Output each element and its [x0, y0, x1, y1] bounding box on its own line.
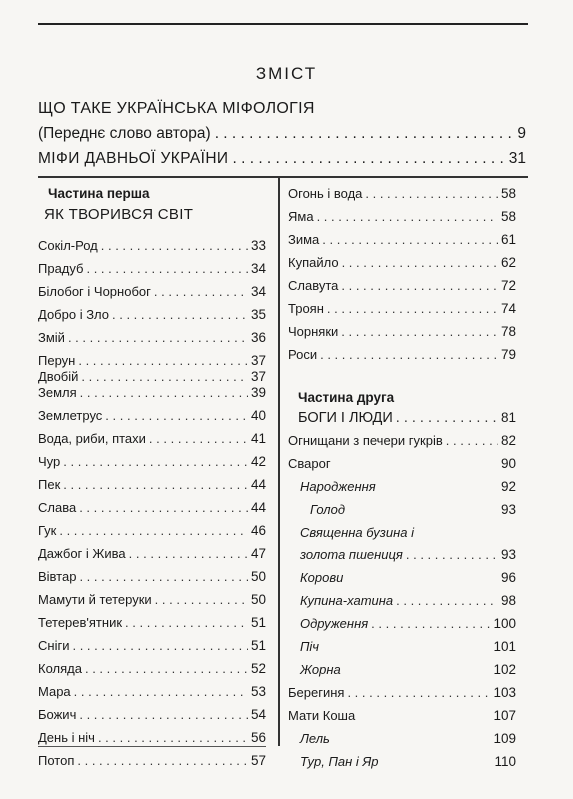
entry-page: 47: [250, 546, 266, 561]
entry-page: 52: [250, 661, 266, 676]
toc-entry: [38, 661, 266, 684]
leader-dots: [81, 369, 248, 384]
entry-name: Вода, риби, птахи: [38, 431, 146, 446]
entry-page: 58: [500, 209, 516, 224]
entry-page: 51: [250, 615, 266, 630]
leader-dots: [371, 616, 490, 631]
toc-entry: [38, 330, 266, 353]
entry-page: 107: [493, 708, 516, 723]
toc-entry: [288, 456, 516, 479]
toc-entry: [38, 408, 266, 431]
entry-page: 109: [493, 731, 516, 746]
entry-name: МІФИ ДАВНЬОЇ УКРАЇНИ: [38, 150, 229, 167]
leader-dots: [320, 347, 498, 362]
toc-entry: [38, 615, 266, 638]
leader-dots: [317, 209, 498, 224]
leader-dots: [63, 477, 248, 492]
entry-name: День і ніч: [38, 730, 95, 745]
part-one-title: ЯК ТВОРИВСЯ СВІТ: [44, 206, 194, 223]
entry-page: 39: [250, 385, 266, 400]
part-two-title: БОГИ І ЛЮДИ: [298, 410, 393, 426]
toc-entry: [288, 301, 516, 324]
entry-page: 50: [250, 569, 266, 584]
entry-page: 78: [500, 324, 516, 339]
entry-name: Чур: [38, 454, 61, 469]
entry-page: 62: [500, 255, 516, 270]
entry-name: Мамути й тетеруки: [38, 592, 152, 607]
entry-name: Сварог: [288, 456, 331, 471]
frame-top-rule: [38, 176, 528, 178]
entry-name: Троян: [288, 301, 324, 316]
entry-name: Вівтар: [38, 569, 77, 584]
toc-entry: [38, 707, 266, 730]
entry-name: Гук: [38, 523, 57, 538]
leader-dots: [341, 278, 498, 293]
toc-entry: [38, 592, 266, 615]
toc-entry: [288, 232, 516, 255]
entry-name: Сокіл-Род: [38, 238, 98, 253]
part-two-title-entry: [288, 410, 516, 433]
leader-dots: [327, 301, 498, 316]
entry-name: Народження: [300, 479, 376, 494]
entry-name: Змій: [38, 330, 65, 345]
entry-page: 41: [250, 431, 266, 446]
toc-subentry: [288, 502, 516, 525]
leader-dots: [215, 125, 514, 143]
page-title: ЗМІСТ: [255, 64, 318, 83]
leader-dots: [59, 523, 248, 538]
entry-name: Піч: [300, 639, 320, 654]
toc-entry-preface: [38, 125, 526, 150]
entry-page: 9: [517, 125, 526, 142]
toc-subentry-line: Священна бузина і: [300, 525, 414, 540]
entry-name: Одруження: [300, 616, 369, 631]
entry-name: Добро і Зло: [38, 307, 110, 322]
toc-entry: [288, 255, 516, 278]
entry-page: 98: [500, 593, 516, 608]
entry-name: Земля: [38, 385, 77, 400]
entry-page: 54: [250, 707, 266, 722]
entry-name: Огонь і вода: [288, 186, 363, 201]
entry-page: 90: [500, 456, 516, 471]
leader-dots: [85, 661, 248, 676]
entry-page: 100: [493, 616, 516, 631]
part-two-label: Частина друга: [298, 390, 395, 405]
leader-dots: [78, 353, 248, 368]
entry-page: 31: [508, 150, 526, 167]
entry-page: 82: [500, 433, 516, 448]
entry-name: Коляда: [38, 661, 82, 676]
entry-name: Мара: [38, 684, 71, 699]
leader-dots: [72, 638, 248, 653]
leader-dots: [149, 431, 248, 446]
leader-dots: [406, 547, 498, 562]
entry-name: (Переднє слово автора): [38, 125, 211, 142]
leader-dots: [80, 385, 248, 400]
toc-entry: [38, 431, 266, 454]
toc-subentry: [288, 731, 516, 754]
leader-dots: [232, 150, 504, 168]
leader-dots: [68, 330, 248, 345]
part-one-label: Частина перша: [48, 186, 150, 201]
toc-entry: [38, 284, 266, 307]
entry-name: золота пшениця: [300, 547, 403, 562]
toc-entry: [38, 500, 266, 523]
toc-entry: [38, 684, 266, 707]
toc-subentry: [288, 616, 516, 639]
toc-entry: [38, 369, 266, 385]
toc-entry: [38, 730, 266, 753]
entry-page: 44: [250, 500, 266, 515]
toc-entry: [38, 523, 266, 546]
column-divider: [278, 176, 280, 746]
entry-page: 79: [500, 347, 516, 362]
entry-name: Огнищани з печери гукрів: [288, 433, 443, 448]
toc-entry: [288, 708, 516, 731]
leader-dots: [155, 592, 248, 607]
entry-name: Пек: [38, 477, 61, 492]
leader-dots: [63, 454, 248, 469]
toc-entry: [288, 324, 516, 347]
entry-page: 61: [500, 232, 516, 247]
entry-page: 40: [250, 408, 266, 423]
entry-page: 36: [250, 330, 266, 345]
leader-dots: [341, 324, 498, 339]
leader-dots: [446, 433, 498, 448]
top-rule: [38, 23, 528, 25]
entry-name: Мати Коша: [288, 708, 356, 723]
toc-entry: [38, 638, 266, 661]
entry-page: 96: [500, 570, 516, 585]
entry-name: Тетерев'ятник: [38, 615, 123, 630]
toc-entry: [288, 347, 516, 370]
leader-dots: [396, 410, 498, 426]
entry-name: Купина-хатина: [300, 593, 394, 608]
entry-page: 37: [250, 353, 266, 368]
entry-page: 35: [250, 307, 266, 322]
entry-page: 58: [500, 186, 516, 201]
toc-entry-myths: [38, 150, 526, 175]
leader-dots: [342, 255, 498, 270]
entry-page: 74: [500, 301, 516, 316]
leader-dots: [129, 546, 248, 561]
entry-name: Славута: [288, 278, 339, 293]
toc-entry: [288, 278, 516, 301]
frame-bottom-rule: [38, 746, 266, 747]
entry-name: Жорна: [300, 662, 341, 677]
entry-page: 42: [250, 454, 266, 469]
entry-name: Білобог і Чорнобог: [38, 284, 151, 299]
toc-subentry: [288, 754, 516, 777]
toc-subentry: [288, 639, 516, 662]
toc-subentry: [288, 593, 516, 616]
entry-name: Сніги: [38, 638, 70, 653]
toc-entry: [288, 186, 516, 209]
entry-page: 46: [250, 523, 266, 538]
entry-page: 56: [250, 730, 266, 745]
entry-page: 34: [250, 284, 266, 299]
left-column: [38, 186, 266, 776]
entry-page: 50: [250, 592, 266, 607]
toc-entry: [38, 385, 266, 408]
entry-page: 44: [250, 477, 266, 492]
toc-entry: [38, 238, 266, 261]
leader-dots: [77, 753, 248, 768]
entry-page: 102: [493, 662, 516, 677]
entry-page: 33: [250, 238, 266, 253]
leader-dots: [98, 730, 248, 745]
leader-dots: [112, 307, 248, 322]
leader-dots: [154, 284, 248, 299]
toc-entry: [38, 753, 266, 776]
leader-dots: [86, 261, 247, 276]
leader-dots: [79, 569, 248, 584]
entry-page: 110: [494, 754, 516, 769]
front-heading: ЩО ТАКЕ УКРАЇНСЬКА МІФОЛОГІЯ: [38, 100, 315, 117]
entry-name: Божич: [38, 707, 77, 722]
entry-page: 101: [493, 639, 516, 654]
leader-dots: [101, 238, 248, 253]
entry-name: Перун: [38, 353, 76, 368]
toc-entry: [38, 569, 266, 592]
leader-dots: [105, 408, 248, 423]
entry-name: Тур, Пан і Яр: [300, 754, 379, 769]
entry-name: Корови: [300, 570, 344, 585]
entry-name: Двобій: [38, 369, 79, 384]
toc-entry: [38, 477, 266, 500]
entry-name: Яма: [288, 209, 314, 224]
entry-page: 57: [250, 753, 266, 768]
entry-page: 93: [500, 502, 516, 517]
toc-subentry: [288, 662, 516, 685]
leader-dots: [125, 615, 248, 630]
entry-name: Прадуб: [38, 261, 84, 276]
entry-page: 72: [500, 278, 516, 293]
toc-entry: [38, 546, 266, 569]
entry-name: Берегиня: [288, 685, 345, 700]
entry-page: 34: [250, 261, 266, 276]
toc-entry: [38, 454, 266, 477]
entry-page: 51: [250, 638, 266, 653]
right-column: [288, 186, 516, 777]
entry-name: Зима: [288, 232, 320, 247]
toc-entry: [38, 307, 266, 330]
entry-name: Купайло: [288, 255, 339, 270]
toc-entry: [288, 433, 516, 456]
leader-dots: [74, 684, 248, 699]
entry-page: 37: [250, 369, 266, 384]
entry-name: Потоп: [38, 753, 75, 768]
leader-dots: [79, 707, 248, 722]
toc-entry: [38, 353, 266, 369]
entry-page: 53: [250, 684, 266, 699]
leader-dots: [396, 593, 498, 608]
toc-subentry: [288, 547, 516, 570]
toc-subentry: [288, 570, 516, 593]
entry-name: Лель: [300, 731, 330, 746]
entry-name: Землетрус: [38, 408, 103, 423]
entry-page: 103: [493, 685, 516, 700]
entry-name: Голод: [310, 502, 346, 517]
entry-name: Чорняки: [288, 324, 339, 339]
entry-page: 81: [500, 410, 516, 425]
leader-dots: [322, 232, 498, 247]
entry-name: Дажбог і Жива: [38, 546, 126, 561]
toc-entry: [288, 685, 516, 708]
entry-page: 92: [500, 479, 516, 494]
entry-page: 93: [500, 547, 516, 562]
leader-dots: [365, 186, 498, 201]
toc-entry: [38, 261, 266, 284]
entry-name: Роси: [288, 347, 318, 362]
toc-entry: [288, 209, 516, 232]
toc-subentry: [288, 479, 516, 502]
leader-dots: [347, 685, 490, 700]
leader-dots: [79, 500, 248, 515]
entry-name: Слава: [38, 500, 77, 515]
front-matter: [38, 100, 526, 175]
